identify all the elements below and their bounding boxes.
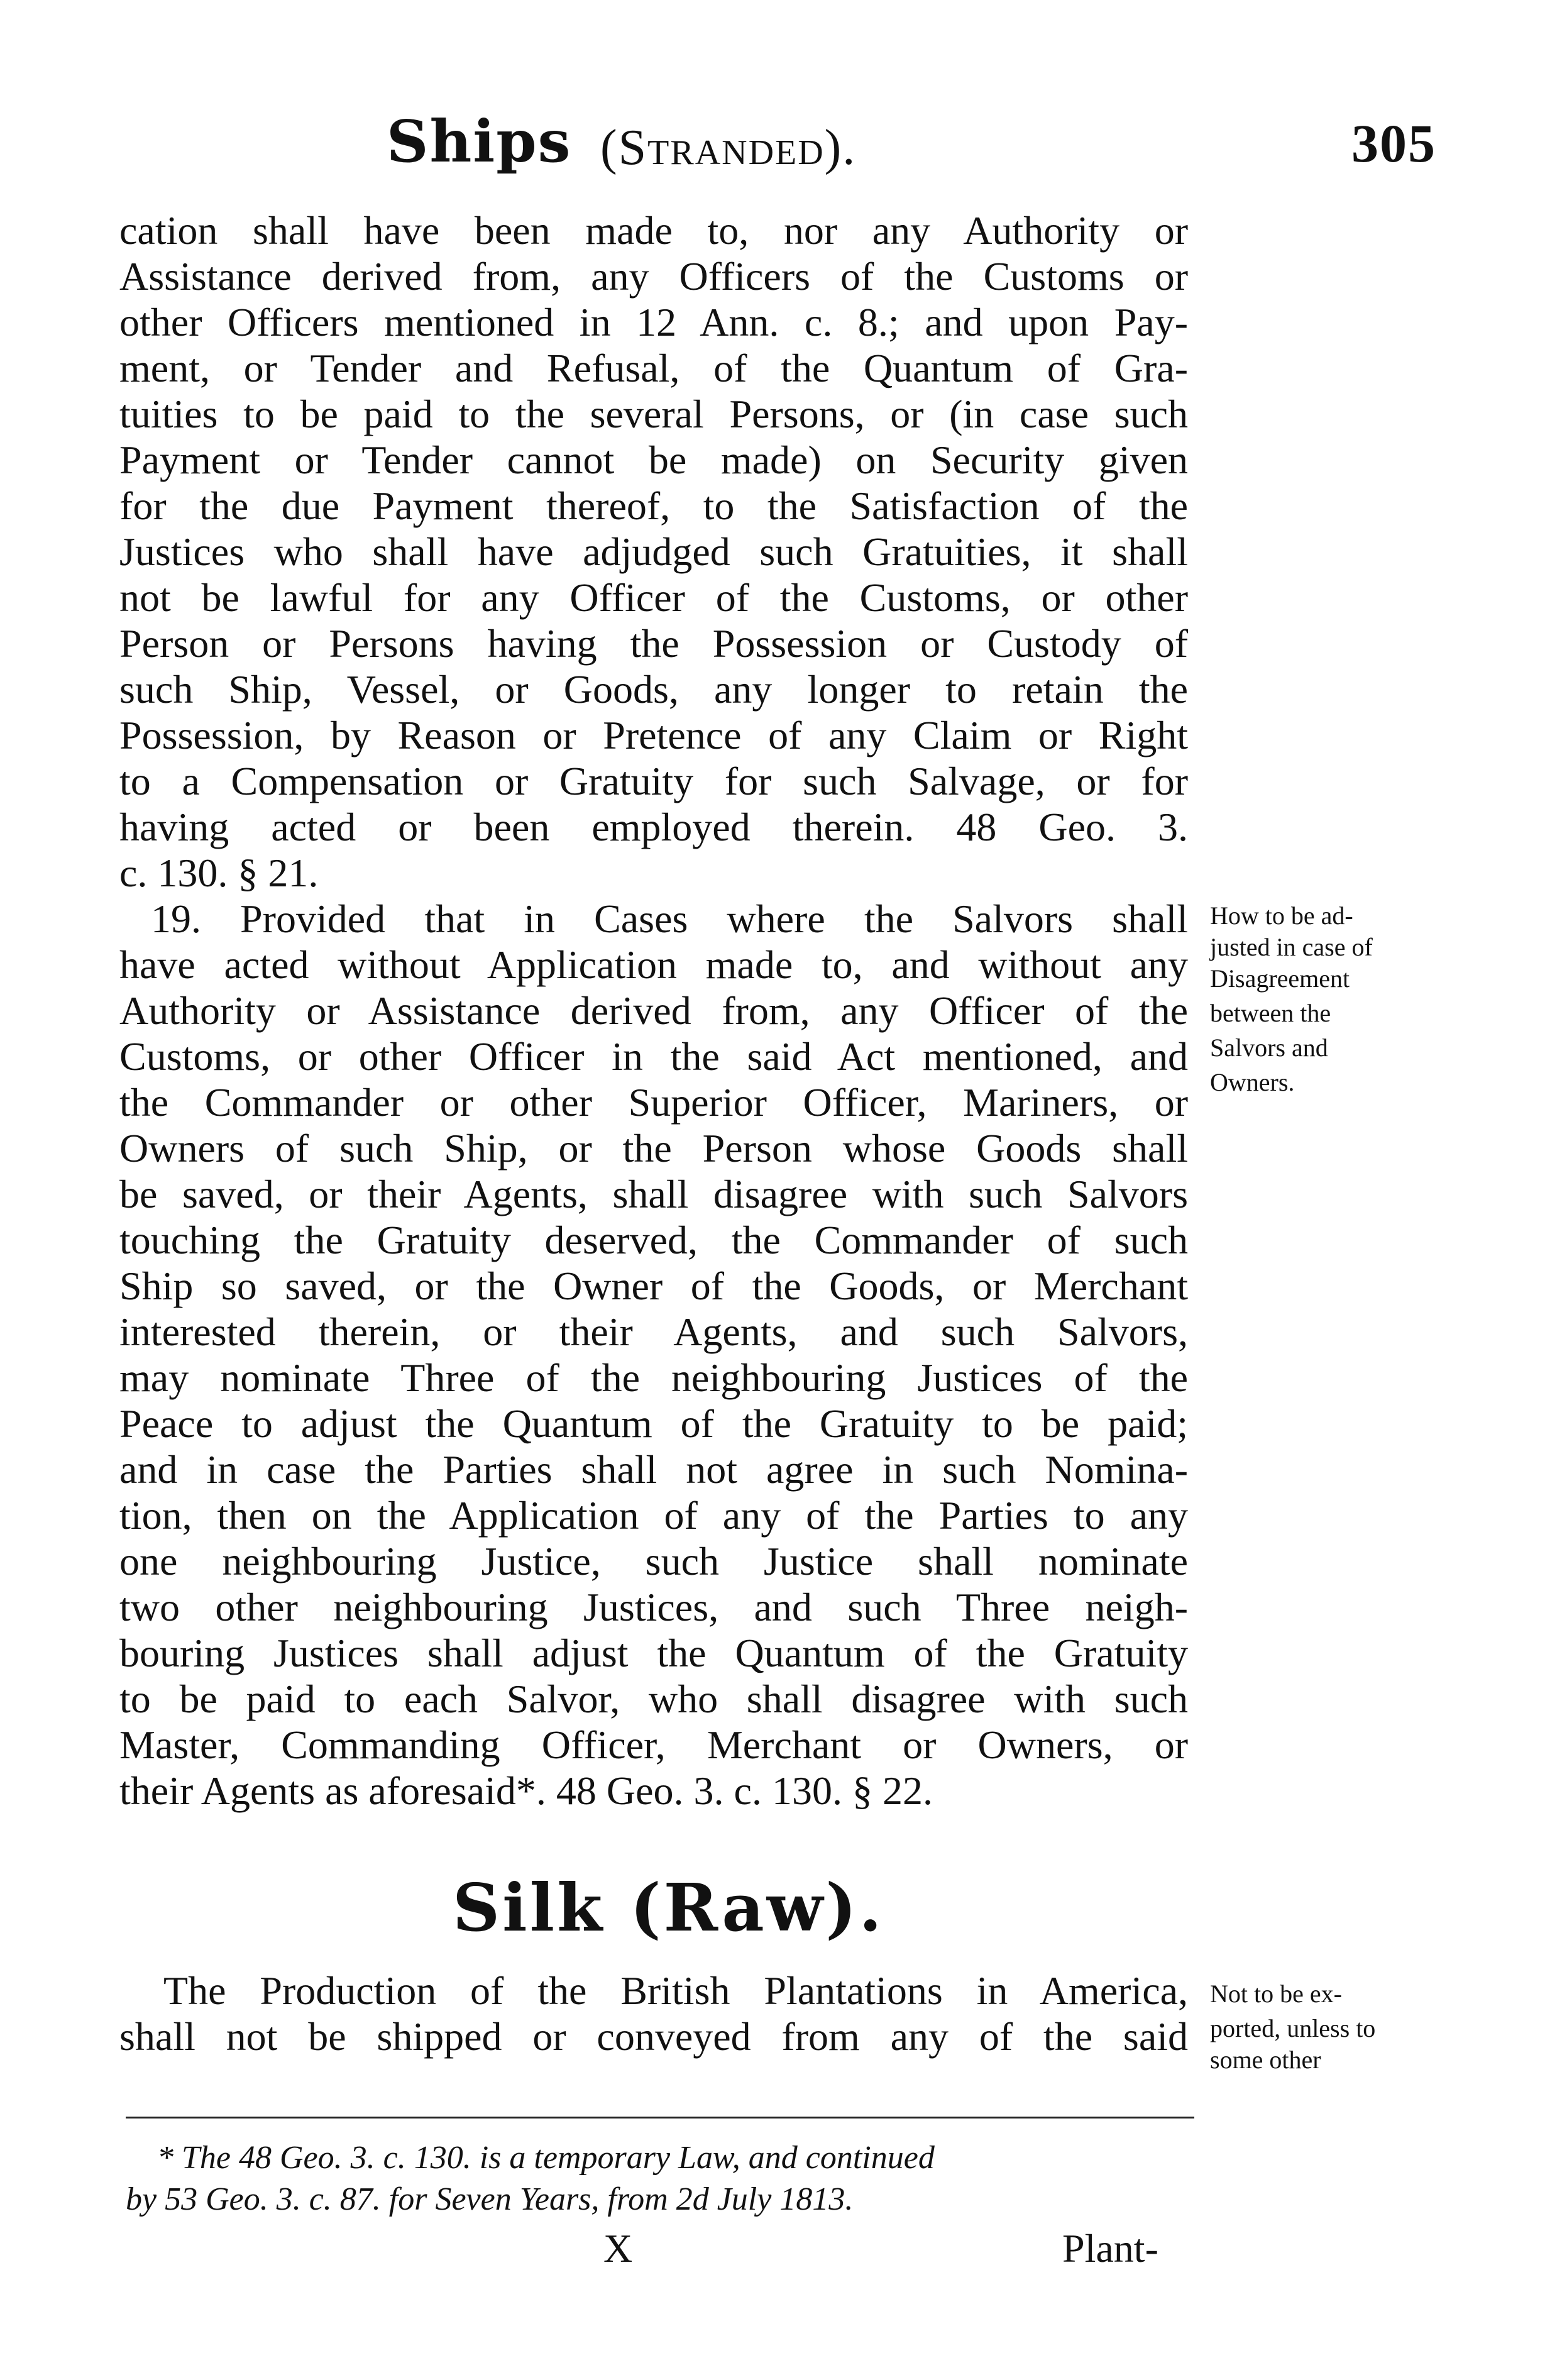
footnote-line: * The 48 Geo. 3. c. 130. is a temporary Law, and continued (157, 2140, 935, 2176)
body-line: to be paid to each Salvor, who shall disagree with such (119, 1677, 1188, 1721)
body-line: Person or Persons having the Possession or Custody of (119, 621, 1188, 666)
body-line: Peace to adjust the Quantum of the Gratuity to be paid; (119, 1401, 1188, 1446)
body-line: one neighbouring Justice, such Justice shall nominate (119, 1539, 1188, 1584)
margin-note-line: Owners. (1210, 1068, 1295, 1096)
signature-mark: X (603, 2226, 633, 2271)
body-line: cation shall have been made to, nor any Authority or (119, 208, 1188, 253)
body-line: two other neighbouring Justices, and such Three neigh- (119, 1585, 1188, 1629)
margin-note-line: ported, unless to (1210, 2014, 1376, 2042)
body-line: Owners of such Ship, or the Person whose Goods shall (119, 1126, 1188, 1171)
running-head-subtitle: (Stranded). (600, 120, 857, 175)
footnote-line: by 53 Geo. 3. c. 87. for Seven Years, from 2d July 1813. (126, 2181, 854, 2217)
section-number-line: 19. Provided that in Cases where the Salvors shall (151, 896, 1188, 941)
body-line: tion, then on the Application of any of the Parties to any (119, 1493, 1188, 1538)
margin-note-line: Salvors and (1210, 1033, 1328, 1062)
body-line: and in case the Parties shall not agree in such Nomina- (119, 1447, 1188, 1492)
body-line: Payment or Tender cannot be made) on Security given (119, 438, 1188, 482)
body-line: interested therein, or their Agents, and such Salvors, (119, 1309, 1188, 1354)
body-line: c. 130. § 21. (119, 851, 319, 895)
margin-note-line: some other (1210, 2046, 1321, 2074)
page-number: 305 (1351, 113, 1436, 174)
body-line: may nominate Three of the neighbouring Justices of the (119, 1355, 1188, 1400)
body-line: their Agents as aforesaid*. 48 Geo. 3. c. 130. § 22. (119, 1768, 933, 1813)
body-line: Ship so saved, or the Owner of the Goods, or Merchant (119, 1264, 1188, 1308)
body-line: for the due Payment thereof, to the Satisfaction of the (119, 483, 1188, 528)
body-line: Master, Commanding Officer, Merchant or Owners, or (119, 1722, 1188, 1767)
margin-note-line: justed in case of (1210, 933, 1373, 961)
margin-note-line: How to be ad- (1210, 901, 1353, 930)
body-line: Assistance derived from, any Officers of the Customs or (119, 254, 1188, 299)
body-line: the Commander or other Superior Officer, Mariners, or (119, 1080, 1188, 1125)
body-line: other Officers mentioned in 12 Ann. c. 8.; and upon Pay- (119, 300, 1188, 344)
body-line: be saved, or their Agents, shall disagree with such Salvors (119, 1172, 1188, 1216)
body-line: not be lawful for any Officer of the Customs, or other (119, 575, 1188, 620)
section-line: The Production of the British Plantations in America, (163, 1968, 1188, 2013)
body-line: Justices who shall have adjudged such Gratuities, it shall (119, 529, 1188, 574)
section-line: shall not be shipped or conveyed from any of the said (119, 2014, 1188, 2059)
body-line: Customs, or other Officer in the said Act mentioned, and (119, 1034, 1188, 1079)
running-head-title: Ships (387, 107, 572, 175)
margin-note-line: between the (1210, 999, 1331, 1027)
body-line: to a Compensation or Gratuity for such Salvage, or for (119, 759, 1188, 803)
body-line: having acted or been employed therein. 48 Geo. 3. (119, 805, 1188, 849)
catchword: Plant- (1062, 2226, 1158, 2271)
margin-note-line: Disagreement (1210, 964, 1350, 993)
body-line: such Ship, Vessel, or Goods, any longer to retain the (119, 667, 1188, 712)
body-line: tuities to be paid to the several Persons, or (in case such (119, 392, 1188, 436)
section-heading: Silk (Raw). (453, 1869, 884, 1946)
body-line: touching the Gratuity deserved, the Commander of such (119, 1218, 1188, 1262)
body-line: have acted without Application made to, and without any (119, 942, 1188, 987)
footnote-rule (126, 2117, 1194, 2118)
body-line: ment, or Tender and Refusal, of the Quantum of Gra- (119, 346, 1188, 390)
body-line: Possession, by Reason or Pretence of any Claim or Right (119, 713, 1188, 758)
body-line: bouring Justices shall adjust the Quantum of the Gratuity (119, 1631, 1188, 1675)
body-line: Authority or Assistance derived from, any Officer of the (119, 988, 1188, 1033)
margin-note-line: Not to be ex- (1210, 1980, 1342, 2008)
